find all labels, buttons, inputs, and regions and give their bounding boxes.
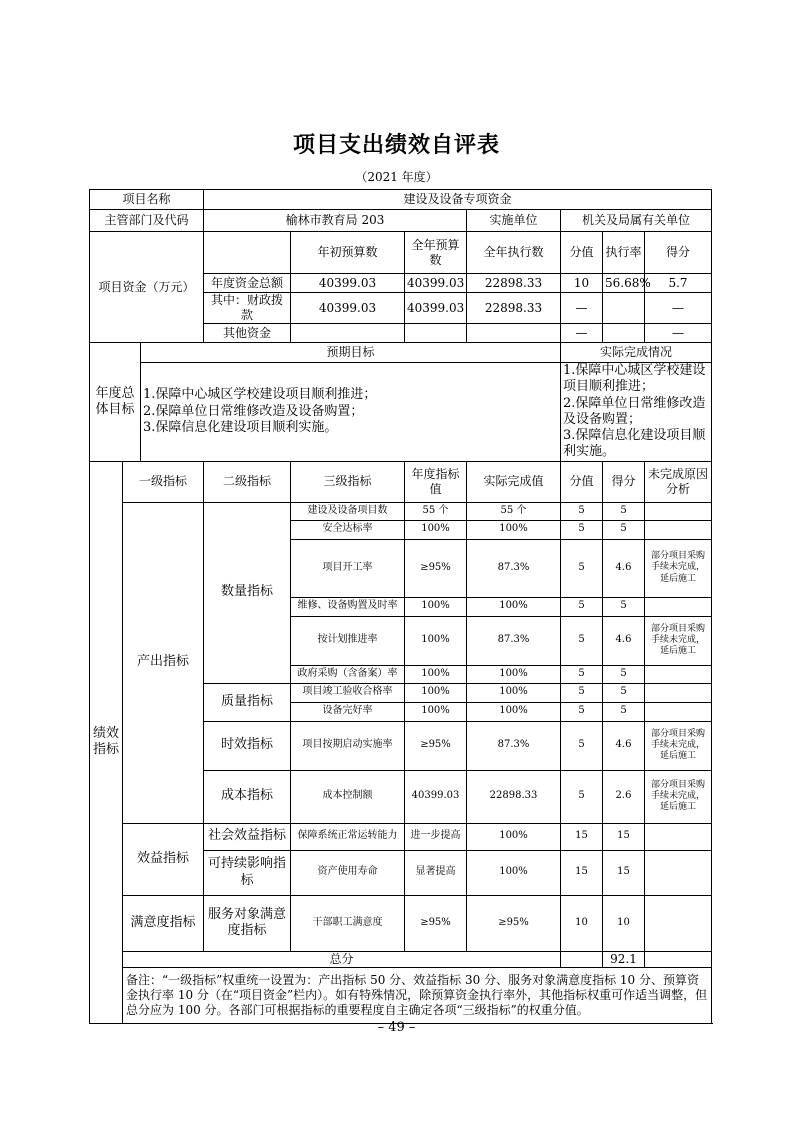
indicator-row: 效益指标 社会效益指标 保障系统正常运转能力 进一步提高 100% 15 15 bbox=[90, 823, 712, 850]
funds-row: 年度资金总额 40399.03 40399.03 22898.33 10 56.68% 5.7 bbox=[90, 274, 712, 293]
project-name-label: 项目名称 bbox=[90, 190, 204, 210]
benefit-label: 效益指标 bbox=[123, 823, 204, 895]
col-level2: 二级指标 bbox=[204, 461, 291, 502]
year-label: （2021 年度） bbox=[355, 170, 438, 184]
indicator-row: 满意度指标 服务对象满意度指标 干部职工满意度 ≥95% ≥95% 10 10 bbox=[90, 895, 712, 951]
output-label: 产出指标 bbox=[123, 502, 204, 823]
col-score-value: 分值 bbox=[561, 232, 603, 274]
indicators-header-row bbox=[90, 461, 712, 502]
service-satisfaction-label: 服务对象满意度指标 bbox=[204, 895, 291, 951]
goals-content-row bbox=[90, 363, 712, 462]
goals-label: 年度总体目标 bbox=[90, 343, 141, 462]
col-initial-budget: 年初预算数 bbox=[291, 232, 405, 274]
indicator-row: 按计划推进率 100% 87.3% 5 4.6 部分项目采购手续未完成，延后施工 bbox=[90, 616, 712, 665]
goals-header-row bbox=[90, 343, 712, 363]
quantity-label: 数量指标 bbox=[204, 502, 291, 683]
impl-unit-label: 实施单位 bbox=[467, 210, 561, 232]
page-number: – 49 – bbox=[377, 1020, 416, 1035]
total-score: 92.1 bbox=[603, 951, 645, 967]
indicator-row: 成本指标 成本控制额 40399.03 22898.33 5 2.6 部分项目采购手续未完成，延后施工 bbox=[90, 770, 712, 823]
col-score: 得分 bbox=[603, 461, 645, 502]
funds-blank-header bbox=[204, 232, 291, 274]
project-name-row bbox=[90, 190, 712, 210]
col-value: 分值 bbox=[561, 461, 603, 502]
remark-row bbox=[90, 967, 712, 1023]
department-row bbox=[90, 210, 712, 232]
indicator-row: 可持续影响指标 资产使用寿命 显著提高 100% 15 15 bbox=[90, 850, 712, 895]
remark: 备注：“一级指标”权重统一设置为：产出指标 50 分、效益指标 30 分、服务对象满意度指标 10 分、预算资金执行率 10 分（在“项目资金”栏内）。如有特殊情况，除预算资金执行率外，其他指标权重可作适当调整，但总分应为 100 分。各部门可根据指标的重要程度自主确定各项“三级指标”的权重分值。 bbox=[123, 967, 712, 1023]
quality-label: 质量指标 bbox=[204, 683, 291, 721]
indicator-row: 维修、设备购置及时率 100% 100% 5 5 bbox=[90, 597, 712, 616]
expected-goal-label: 预期目标 bbox=[141, 343, 561, 363]
impl-unit: 机关及局属有关单位 bbox=[561, 210, 712, 232]
actual-results: 1.保障中心城区学校建设项目顺利推进； 2.保障单位日常维修改造及设备购置； 3.保障信息化建设项目顺利实施。 bbox=[561, 363, 712, 462]
page-title: 项目支出绩效自评表 bbox=[292, 132, 500, 158]
total-row bbox=[90, 951, 712, 967]
funds-label: 项目资金（万元） bbox=[90, 232, 204, 343]
total-value-blank bbox=[561, 951, 603, 967]
dept-label: 主管部门及代码 bbox=[90, 210, 204, 232]
project-name: 建设及设备专项资金 bbox=[204, 190, 712, 210]
indicator-row: 项目开工率 ≥95% 87.3% 5 4.6 部分项目采购手续未完成，延后施工 bbox=[90, 539, 712, 597]
indicator-row: 安全达标率 100% 100% 5 5 bbox=[90, 520, 712, 539]
col-level1: 一级指标 bbox=[123, 461, 204, 502]
satisfaction-label: 满意度指标 bbox=[123, 895, 204, 951]
cost-label: 成本指标 bbox=[204, 770, 291, 823]
col-exec-rate: 执行率 bbox=[603, 232, 645, 274]
col-full-budget: 全年预算数 bbox=[405, 232, 467, 274]
sustainability-label: 可持续影响指标 bbox=[204, 850, 291, 895]
indicator-row: 产出指标 数量指标 建设及设备项目数 55 个 55 个 5 5 bbox=[90, 502, 712, 520]
col-executed: 全年执行数 bbox=[467, 232, 561, 274]
indicator-row: 政府采购（含备案）率 100% 100% 5 5 bbox=[90, 665, 712, 683]
indicator-row: 质量指标 项目竣工验收合格率 100% 100% 5 5 bbox=[90, 683, 712, 702]
total-label: 总分 bbox=[123, 951, 561, 967]
social-benefit-label: 社会效益指标 bbox=[204, 823, 291, 850]
col-level3: 三级指标 bbox=[291, 461, 405, 502]
total-reason-blank bbox=[645, 951, 712, 967]
col-score: 得分 bbox=[645, 232, 712, 274]
expected-goals: 1.保障中心城区学校建设项目顺利推进； 2.保障单位日常维修改造及设备购置； 3.保障信息化建设项目顺利实施。 bbox=[141, 363, 561, 462]
col-target: 年度指标值 bbox=[405, 461, 467, 502]
indicator-row: 设备完好率 100% 100% 5 5 bbox=[90, 702, 712, 721]
indicator-row: 时效指标 项目按期启动实施率 ≥95% 87.3% 5 4.6 部分项目采购手续未完成，延后施工 bbox=[90, 721, 712, 770]
funds-header-row bbox=[90, 232, 712, 274]
indicators-label: 绩效指标 bbox=[90, 461, 123, 1023]
dept-value: 榆林市教育局 203 bbox=[204, 210, 467, 232]
funds-row: 其中：财政拨款 40399.03 40399.03 22898.33 — — bbox=[90, 293, 712, 324]
timeliness-label: 时效指标 bbox=[204, 721, 291, 770]
col-actual: 实际完成值 bbox=[467, 461, 561, 502]
actual-result-label: 实际完成情况 bbox=[561, 343, 712, 363]
funds-row: 其他资金 — — bbox=[90, 324, 712, 343]
col-reason: 未完成原因分析 bbox=[645, 461, 712, 502]
evaluation-table bbox=[89, 189, 712, 1024]
